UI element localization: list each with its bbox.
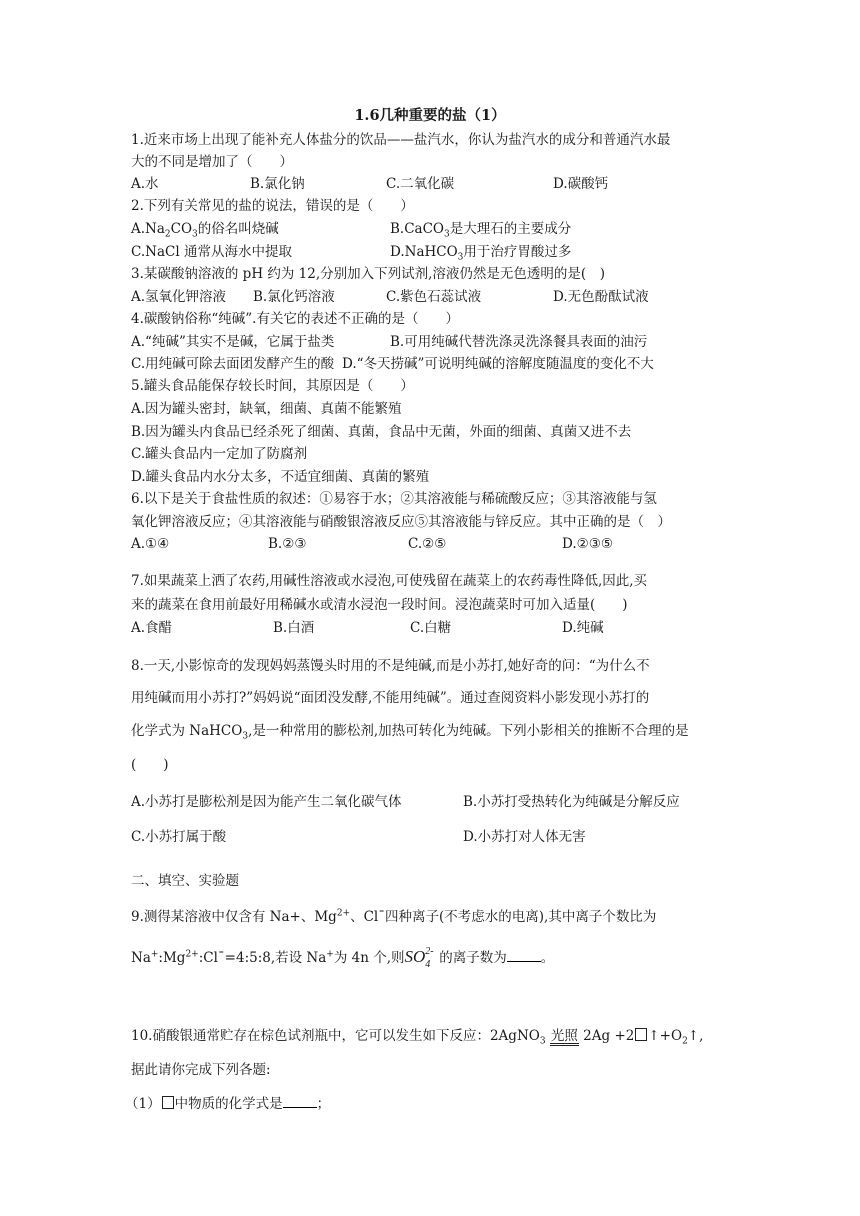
q1-option-b: B.氯化钠 bbox=[250, 176, 305, 192]
q10-stem-line2: 据此请你完成下列各题: bbox=[131, 1062, 271, 1078]
q5-option-a: A.因为罐头密封，缺氧，细菌、真菌不能繁殖 bbox=[131, 401, 402, 417]
q8-stem-line3: 化学式为 NaHCO$_3$,是一种常用的膨松剂,加热可转化为纯碱。下列小影相关的推断不合理的是 bbox=[131, 723, 689, 742]
q5-stem: 5.罐头食品能保存较长时间，其原因是（ ） bbox=[131, 378, 414, 394]
q10-stem-line1: 10.硝酸银通常贮存在棕色试剂瓶中，它可以发生如下反应：2AgNO$_3$ 光照 2Ag +2 $↑+O_2↑$, bbox=[131, 1028, 704, 1047]
q1-stem-line1: 1.近来市场上出现了能补充人体盐分的饮品——盐汽水，你认为盐汽水的成分和普通汽水最 bbox=[131, 132, 671, 148]
q3-option-b: B.氯化钙溶液 bbox=[253, 289, 335, 305]
q3-option-d: D.无色酚酞试液 bbox=[553, 289, 649, 305]
q4-option-b: B.可用纯碱代替洗涤灵洗涤餐具表面的油污 bbox=[390, 334, 648, 350]
page-title: 1.6几种重要的盐（1） bbox=[354, 107, 506, 124]
q2-option-a: $A.Na_2CO_3$的俗名叫烧碱 bbox=[131, 221, 279, 240]
q3-stem: 3.某碳酸钠溶液的 pH 约为 12,分别加入下列试剂,溶液仍然是无色透明的是( ) bbox=[131, 266, 605, 282]
q7-option-b: B.白酒 bbox=[273, 620, 315, 636]
q6-option-c: C.②⑤ bbox=[408, 536, 447, 552]
q8-option-d: D.小苏打对人体无害 bbox=[463, 829, 586, 845]
q1-option-d: D.碳酸钙 bbox=[553, 176, 609, 192]
q4-option-d: D.“冬天捞碱”可说明纯碱的溶解度随温度的变化不大 bbox=[342, 356, 654, 372]
q6-stem-line2: 氧化钾溶液反应；④其溶液能与硝酸银溶液反应⑤其溶液能与锌反应。其中正确的是（ ） bbox=[131, 514, 671, 530]
q4-stem: 4.碳酸钠俗称“纯碱”.有关它的表述不正确的是（ ） bbox=[131, 311, 459, 327]
q8-option-b: B.小苏打受热转化为纯碱是分解反应 bbox=[463, 794, 680, 810]
q3-option-a: A.氢氧化钾溶液 bbox=[131, 289, 227, 305]
q8-option-c: C.小苏打属于酸 bbox=[131, 829, 227, 845]
q8-stem-line2: 用纯碱而用小苏打?”妈妈说“面团没发酵,不能用纯碱”。通过查阅资料小影发现小苏打的 bbox=[131, 690, 650, 706]
q6-option-a: A.①④ bbox=[131, 536, 170, 552]
q7-option-a: A.食醋 bbox=[131, 620, 173, 636]
q3-option-c: C.紫色石蕊试液 bbox=[386, 289, 482, 305]
q2-option-d: D.NaHCO$_3$用于治疗胃酸过多 bbox=[390, 244, 572, 263]
section-heading: 二、填空、实验题 bbox=[131, 873, 239, 889]
q1-stem-line2: 大的不同是增加了（ ） bbox=[131, 154, 293, 170]
q2-option-b: B.CaCO$_3$是大理石的主要成分 bbox=[390, 221, 572, 240]
q8-option-a: A.小苏打是膨松剂是因为能产生二氧化碳气体 bbox=[131, 794, 402, 810]
q8-stem-line1: 8.一天,小影惊奇的发现妈妈蒸馒头时用的不是纯碱,而是小苏打,她好奇的问：“为什么不 bbox=[131, 658, 650, 674]
q2-stem: 2.下列有关常见的盐的说法，错误的是（ ） bbox=[131, 198, 414, 214]
q7-option-d: D.纯碱 bbox=[562, 620, 604, 636]
q10-answer-blank[interactable] bbox=[283, 1095, 317, 1108]
unknown-box-icon bbox=[635, 1028, 647, 1041]
q4-option-a: A.“纯碱”其实不是碱，它属于盐类 bbox=[131, 334, 335, 350]
q7-stem-line2: 来的蔬菜在食用前最好用稀碱水或清水浸泡一段时间。浸泡蔬菜时可加入适量( ) bbox=[131, 597, 628, 613]
q1-option-c: C.二氧化碳 bbox=[386, 176, 455, 192]
q9-stem-line2: $Na^+:Mg^{2+}:Cl¯=4:5:8$,若设 Na+为 4n 个,则SO 2- 4 的离子数为 。 bbox=[131, 946, 555, 970]
q8-stem-line4: ( ) bbox=[131, 757, 169, 773]
q5-option-d: D.罐头食品内水分太多，不适宜细菌、真菌的繁殖 bbox=[131, 469, 430, 485]
sulfate-formula: SO 2- 4 bbox=[404, 946, 434, 970]
q10-subquestion-1: （1） 中物质的化学式是 ； bbox=[125, 1096, 331, 1112]
q6-option-d: D.②③⑤ bbox=[562, 536, 613, 552]
unknown-box-icon bbox=[162, 1096, 174, 1109]
q6-stem-line1: 6.以下是关于食盐性质的叙述：①易容于水；②其溶液能与稀硫酸反应；③其溶液能与氢 bbox=[131, 491, 657, 507]
q7-option-c: C.白糖 bbox=[410, 620, 452, 636]
q2-option-c: C.NaCl 通常从海水中提取 bbox=[131, 244, 292, 260]
q5-option-b: B.因为罐头内食品已经杀死了细菌、真菌，食品中无菌，外面的细菌、真菌又进不去 bbox=[131, 424, 632, 440]
q7-stem-line1: 7.如果蔬菜上洒了农药,用碱性溶液或水浸泡,可使残留在蔬菜上的农药毒性降低,因此,买 bbox=[131, 573, 648, 589]
q5-option-c: C.罐头食品内一定加了防腐剂 bbox=[131, 446, 308, 462]
reaction-condition: 光照 bbox=[550, 1028, 578, 1044]
q1-option-a: A.水 bbox=[131, 176, 159, 192]
q4-option-c: C.用纯碱可除去面团发酵产生的酸 bbox=[131, 356, 335, 372]
q6-option-b: B.②③ bbox=[268, 536, 307, 552]
q9-stem-line1: 9.测得某溶液中仅含有 Na+、$Mg^{2+}$、Cl¯四种离子(不考虑水的电离),其中离子个数比为 bbox=[131, 908, 657, 925]
q9-answer-blank[interactable] bbox=[507, 949, 541, 962]
